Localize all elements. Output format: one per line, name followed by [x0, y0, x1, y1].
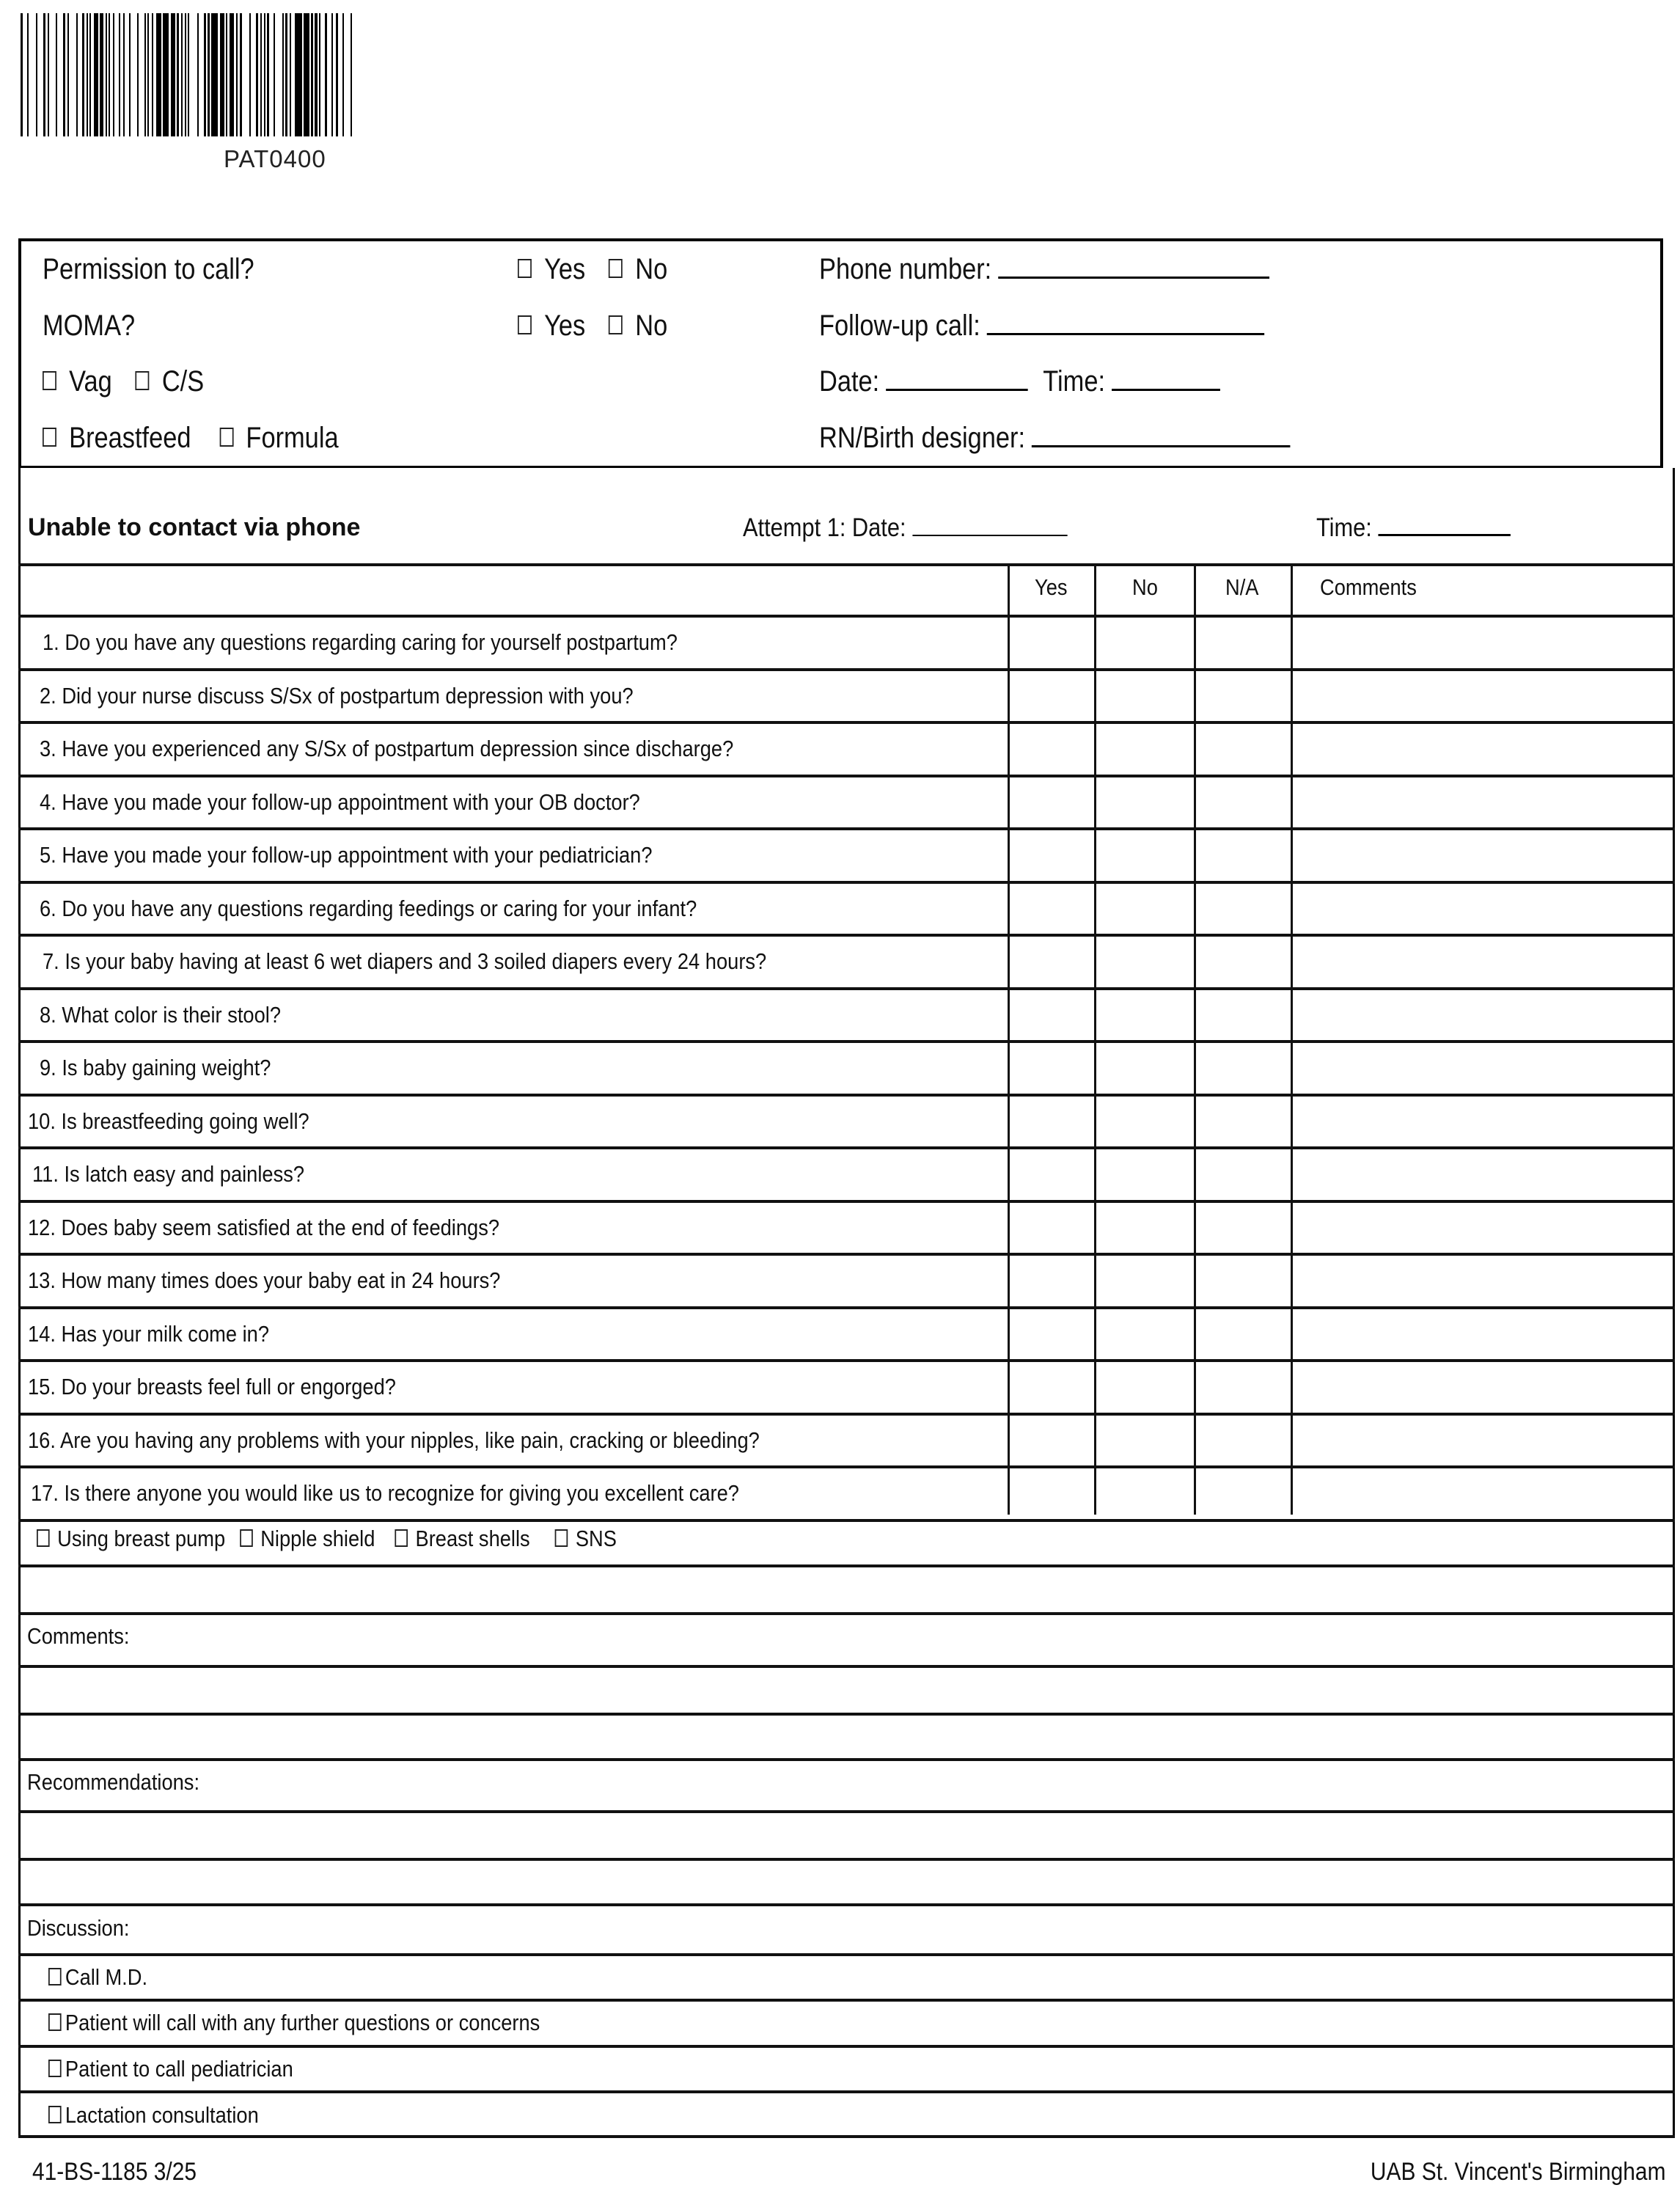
answer-cell-yes[interactable] [1009, 1416, 1094, 1465]
answer-cell-yes[interactable] [1009, 937, 1094, 987]
answer-cell-na[interactable] [1195, 777, 1291, 827]
question-text: 14. Has your milk come in? [28, 1320, 270, 1347]
question-text: 9. Is baby gaining weight? [40, 1055, 271, 1080]
permission-no-checkbox[interactable] [609, 259, 623, 278]
rn-birth-designer-label: RN/Birth designer: [819, 422, 1026, 454]
call-pediatrician-checkbox[interactable] [48, 2060, 62, 2077]
discussion-item [48, 2056, 293, 2082]
answer-cell-no[interactable] [1096, 1097, 1194, 1146]
barcode-gap [139, 13, 144, 136]
answer-cell-comments[interactable] [1292, 1043, 1673, 1093]
question-text: 3. Have you experienced any S/Sx of postpartum depression since discharge? [40, 736, 734, 761]
time-label: Time: [1043, 365, 1106, 398]
answer-cell-comments[interactable] [1292, 671, 1673, 721]
nipple-shield-label: Nipple shield [260, 1526, 375, 1551]
time-input[interactable] [1112, 367, 1220, 391]
row-divider [18, 1612, 1675, 1615]
answer-cell-comments[interactable] [1292, 724, 1673, 774]
lactation-consultation-checkbox[interactable] [48, 2106, 62, 2123]
answer-cell-comments[interactable] [1292, 830, 1673, 880]
answer-cell-no[interactable] [1096, 1203, 1194, 1253]
answer-cell-no[interactable] [1096, 937, 1194, 987]
barcode-gap [189, 13, 197, 136]
answer-cell-yes[interactable] [1009, 884, 1094, 934]
sns-checkbox[interactable] [555, 1529, 568, 1547]
answer-cell-yes[interactable] [1009, 1097, 1094, 1146]
answer-cell-yes[interactable] [1009, 724, 1094, 774]
answer-cell-na[interactable] [1195, 1416, 1291, 1465]
answer-cell-no[interactable] [1096, 830, 1194, 880]
answer-cell-no[interactable] [1096, 1362, 1194, 1412]
barcode-bar [211, 13, 219, 136]
question-text: 4. Have you made your follow-up appointment with your OB doctor? [40, 788, 640, 815]
delivery-options [43, 365, 204, 398]
answer-cell-comments[interactable] [1292, 1097, 1673, 1146]
answer-cell-yes[interactable] [1009, 1309, 1094, 1359]
barcode-gap [49, 13, 56, 136]
answer-cell-na[interactable] [1195, 1043, 1291, 1093]
question-text: 7. Is your baby having at least 6 wet diapers and 3 soiled diapers every 24 hours? [43, 948, 767, 974]
answer-cell-no[interactable] [1096, 618, 1194, 667]
answer-cell-yes[interactable] [1009, 671, 1094, 721]
breastfeed-label: Breastfeed [69, 422, 191, 454]
attempt-time-label: Time: [1316, 513, 1372, 542]
barcode-gap [352, 13, 357, 136]
follow-up-call-label: Follow-up call: [819, 310, 980, 342]
question-text: 15. Do your breasts feel full or engorged? [28, 1374, 396, 1399]
vag-label: Vag [69, 365, 112, 398]
discussion-item [48, 2102, 259, 2129]
vag-checkbox[interactable] [43, 371, 56, 390]
answer-cell-na[interactable] [1195, 884, 1291, 934]
column-header-yes: Yes [1035, 574, 1068, 600]
barcode-gap [275, 13, 282, 136]
recommendations-input[interactable] [21, 1815, 1672, 1903]
answer-cell-no[interactable] [1096, 1416, 1194, 1465]
permission-options [518, 253, 667, 286]
permission-to-call-label: Permission to call? [43, 253, 254, 285]
answer-cell-yes[interactable] [1009, 618, 1094, 667]
feeding-aids-options [37, 1526, 617, 1552]
comments-input[interactable] [21, 1669, 1672, 1757]
rn-birth-designer-field [819, 422, 1290, 455]
answer-cell-na[interactable] [1195, 671, 1291, 721]
answer-cell-na[interactable] [1195, 1149, 1291, 1199]
answer-cell-na[interactable] [1195, 1256, 1291, 1306]
call-md-label: Call M.D. [65, 1964, 148, 1990]
attempt-date-label: Attempt 1: Date: [743, 513, 906, 542]
answer-cell-na[interactable] [1195, 1203, 1291, 1253]
cs-label: C/S [161, 365, 205, 398]
follow-up-call-field [819, 310, 1264, 343]
column-header-comments: Comments [1320, 574, 1417, 600]
answer-cell-na[interactable] [1195, 1362, 1291, 1412]
cs-checkbox[interactable] [136, 371, 150, 390]
permission-no-label: No [635, 253, 668, 285]
answer-cell-no[interactable] [1096, 1043, 1194, 1093]
row-divider [18, 2135, 1675, 2138]
answer-cell-no[interactable] [1096, 884, 1194, 934]
answer-cell-yes[interactable] [1009, 830, 1094, 880]
permission-yes-label: Yes [544, 253, 586, 285]
unable-to-contact-title: Unable to contact via phone [28, 513, 361, 541]
question-text: 17. Is there anyone you would like us to recognize for giving you excellent care? [31, 1480, 739, 1506]
nipple-shield-checkbox[interactable] [240, 1529, 253, 1547]
permission-yes-checkbox[interactable] [518, 259, 532, 278]
row-divider [18, 2045, 1675, 2048]
breast-shells-checkbox[interactable] [395, 1529, 408, 1547]
patient-will-call-label: Patient will call with any further questions or concerns [65, 2010, 540, 2035]
question-text: 1. Do you have any questions regarding caring for yourself postpartum? [43, 629, 678, 655]
answer-cell-comments[interactable] [1292, 1256, 1673, 1306]
column-header-na: N/A [1225, 574, 1259, 600]
follow-up-call-input[interactable] [986, 311, 1263, 335]
row-divider [18, 1999, 1675, 2002]
discussion-item [48, 2010, 540, 2036]
answer-cell-yes[interactable] [1009, 1362, 1094, 1412]
answer-cell-na[interactable] [1195, 1468, 1291, 1518]
moma-no-label: No [635, 310, 668, 342]
answer-cell-yes[interactable] [1009, 1043, 1094, 1093]
answer-cell-na[interactable] [1195, 618, 1291, 667]
barcode-bar [163, 13, 169, 136]
answer-cell-na[interactable] [1195, 1309, 1291, 1359]
answer-cell-no[interactable] [1096, 1149, 1194, 1199]
answer-cell-comments[interactable] [1292, 990, 1673, 1040]
barcode [21, 13, 358, 136]
moma-yes-label: Yes [544, 310, 586, 342]
question-text: 10. Is breastfeeding going well? [28, 1108, 309, 1134]
lactation-consultation-label: Lactation consultation [65, 2102, 259, 2128]
barcode-bar [295, 13, 302, 136]
breast-shells-label: Breast shells [415, 1526, 530, 1551]
organization-name: UAB St. Vincent's Birmingham [1370, 2158, 1665, 2186]
moma-no-checkbox[interactable] [609, 315, 623, 334]
barcode-gap [69, 13, 76, 136]
question-text: 16. Are you having any problems with your nipples, like pain, cracking or bleeding? [28, 1427, 760, 1453]
moma-label: MOMA? [43, 310, 136, 342]
question-text: 5. Have you made your follow-up appointment with your pediatrician? [40, 842, 653, 868]
answer-cell-comments[interactable] [1292, 937, 1673, 987]
answer-cell-na[interactable] [1195, 724, 1291, 774]
answer-cell-comments[interactable] [1292, 1468, 1673, 1518]
barcode-bar [304, 13, 309, 136]
answer-cell-yes[interactable] [1009, 1203, 1094, 1253]
row-divider [18, 1903, 1675, 1906]
answer-cell-na[interactable] [1195, 990, 1291, 1040]
call-md-checkbox[interactable] [48, 1968, 62, 1985]
answer-cell-na[interactable] [1195, 830, 1291, 880]
question-text: 12. Does baby seem satisfied at the end of feedings? [28, 1214, 500, 1240]
recommendations-label: Recommendations: [27, 1769, 200, 1795]
formula-checkbox[interactable] [219, 428, 233, 447]
answer-cell-yes[interactable] [1009, 1468, 1094, 1518]
feeding-options [43, 422, 339, 455]
barcode-gap [344, 13, 351, 136]
sns-label: SNS [575, 1526, 617, 1551]
barcode-gap [29, 13, 36, 136]
row-divider [18, 563, 1675, 566]
breastfeed-checkbox[interactable] [43, 428, 56, 447]
row-divider [18, 1519, 1675, 1522]
answer-cell-comments[interactable] [1292, 777, 1673, 827]
barcode-gap [57, 13, 64, 136]
phone-number-label: Phone number: [819, 253, 992, 285]
question-text: 11. Is latch easy and painless? [32, 1161, 305, 1187]
answer-cell-comments[interactable] [1292, 618, 1673, 667]
barcode-gap [37, 13, 44, 136]
row-divider [18, 2090, 1675, 2093]
barcode-gap [251, 13, 257, 136]
barcode-gap [242, 13, 249, 136]
answer-cell-comments[interactable] [1292, 1203, 1673, 1253]
phone-number-field [819, 253, 1269, 286]
answer-cell-no[interactable] [1096, 1309, 1194, 1359]
answer-cell-na[interactable] [1195, 1097, 1291, 1146]
answer-cell-no[interactable] [1096, 1256, 1194, 1306]
answer-cell-no[interactable] [1096, 724, 1194, 774]
discussion-label: Discussion: [27, 1915, 130, 1941]
answer-cell-comments[interactable] [1292, 884, 1673, 934]
answer-cell-comments[interactable] [1292, 1309, 1673, 1359]
date-time-field [819, 365, 1220, 398]
date-label: Date: [819, 365, 880, 398]
attempt-date-field [743, 513, 1068, 543]
patient-will-call-checkbox[interactable] [48, 2013, 62, 2031]
question-text: 13. How many times does your baby eat in 24 hours? [28, 1267, 501, 1293]
comments-label: Comments: [27, 1623, 130, 1649]
discussion-item [48, 1964, 147, 1991]
row-divider [18, 1810, 1675, 1813]
row-divider [18, 1758, 1675, 1761]
attempt-time-field [1316, 513, 1511, 543]
answer-cell-yes[interactable] [1009, 1149, 1094, 1199]
row-divider [18, 1665, 1675, 1668]
answer-cell-yes[interactable] [1009, 990, 1094, 1040]
answer-cell-yes[interactable] [1009, 777, 1094, 827]
question-text: 6. Do you have any questions regarding feedings or caring for your infant? [40, 895, 697, 921]
rn-birth-designer-input[interactable] [1032, 423, 1291, 447]
answer-cell-no[interactable] [1096, 777, 1194, 827]
answer-cell-yes[interactable] [1009, 1256, 1094, 1306]
question-text: 2. Did your nurse discuss S/Sx of postpartum depression with you? [40, 682, 634, 709]
barcode-label: PAT0400 [224, 145, 326, 172]
answer-cell-no[interactable] [1096, 1468, 1194, 1518]
attempt-time-input[interactable] [1379, 515, 1511, 536]
column-header-no: No [1132, 574, 1158, 600]
answer-cell-comments[interactable] [1292, 1362, 1673, 1412]
question-text: 8. What color is their stool? [40, 1001, 282, 1028]
row-divider [18, 1953, 1675, 1956]
attempt-date-input[interactable] [912, 516, 1067, 536]
phone-number-input[interactable] [998, 255, 1269, 279]
moma-options [518, 310, 667, 343]
answer-cell-comments[interactable] [1292, 1416, 1673, 1465]
answer-cell-comments[interactable] [1292, 1149, 1673, 1199]
answer-cell-na[interactable] [1195, 937, 1291, 987]
answer-cell-no[interactable] [1096, 671, 1194, 721]
date-input[interactable] [886, 367, 1028, 391]
form-code: 41-BS-1185 3/25 [32, 2158, 197, 2186]
breast-pump-checkbox[interactable] [37, 1529, 50, 1547]
moma-yes-checkbox[interactable] [518, 315, 532, 334]
breast-pump-label: Using breast pump [57, 1526, 226, 1551]
barcode-gap [131, 13, 137, 136]
row-divider [18, 1564, 1675, 1567]
answer-cell-no[interactable] [1096, 990, 1194, 1040]
formula-label: Formula [246, 422, 339, 454]
call-pediatrician-label: Patient to call pediatrician [65, 2056, 293, 2082]
